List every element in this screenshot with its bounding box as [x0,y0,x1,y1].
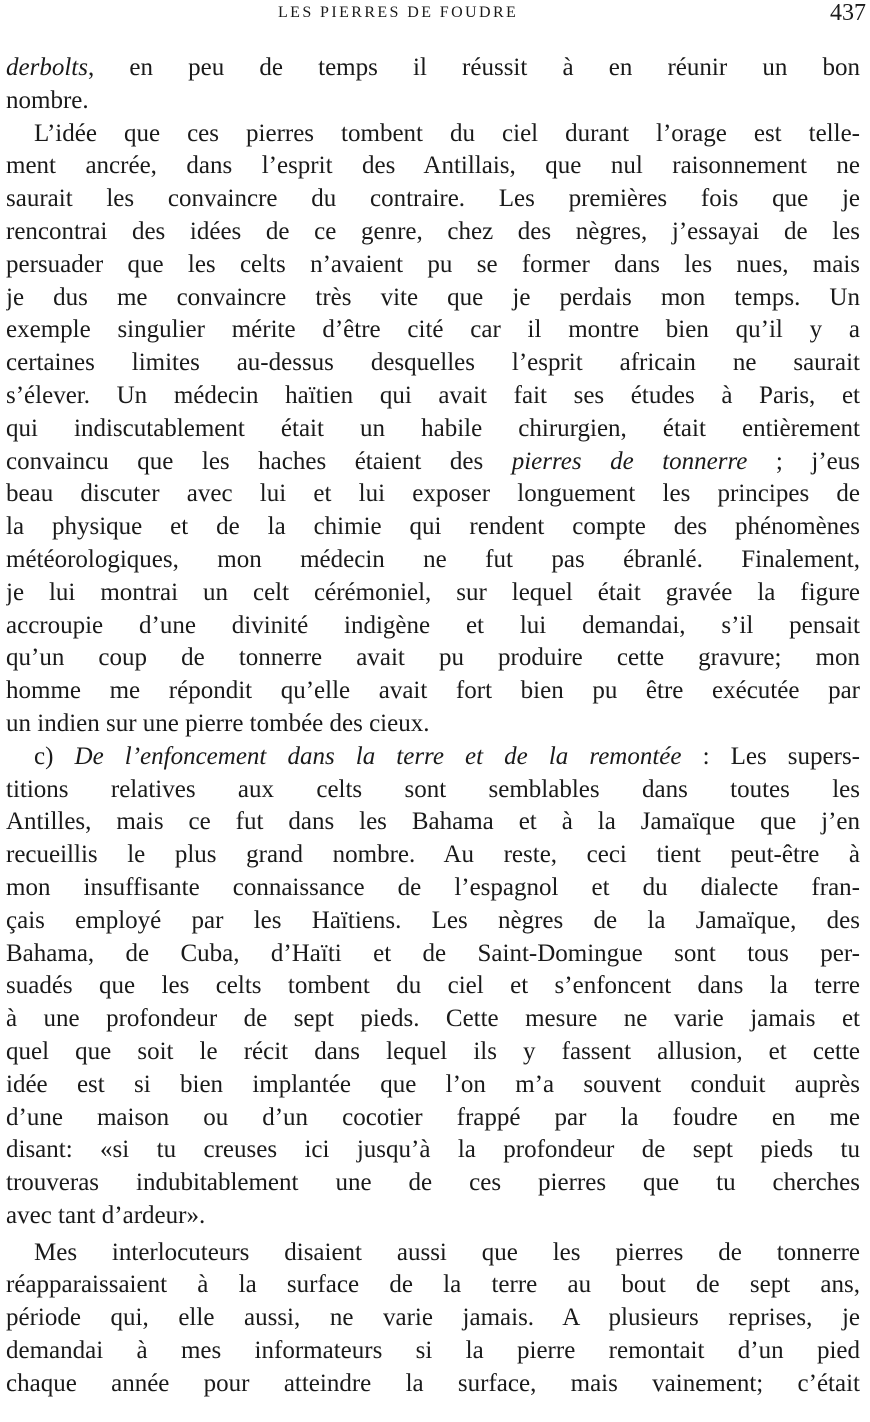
text-line [6,1102,860,1135]
running-title: LES PIERRES DE FOUDRE [278,4,519,21]
text-line [6,905,860,938]
text-line [6,380,860,413]
text-line [6,216,860,249]
text-line [6,675,860,708]
line-text: Bahama, de Cuba, d’Haïti et de Saint-Domingue sont tous per- [6,939,860,967]
line-text: période qui, elle aussi, ne varie jamais. A plusieurs reprises, je [6,1304,860,1332]
line-text: mon insuffisante connaissance de l’espagnol et du dialecte fran- [6,873,860,901]
text-line [6,806,860,839]
line-text: suadés que les celts tombent du ciel et s’enfoncent dans la terre [6,972,860,1000]
text-line [6,282,860,315]
line-text: , en peu de temps il réussit à en réunir un bon [87,54,860,81]
text-line [6,970,860,1003]
line-text: persuader que les celts n’avaient pu se former dans les nues, mais [6,250,860,278]
text-line [6,446,860,479]
line-text: s’élever. Un médecin haïtien qui avait fait ses études à Paris, et [6,381,860,409]
page-number: 437 [830,0,866,26]
line-text: qui indiscutablement était un habile chirurgien, était entièrement [6,414,860,442]
line-text: homme me répondit qu’elle avait fort bien pu être exécutée par [6,677,860,705]
line-text: qu’un coup de tonnerre avait pu produire cette gravure; mon [6,644,860,672]
line-text: : Les supers- [681,742,860,770]
italic-text: De l’enfoncement dans la terre et de la remontée [74,742,682,770]
line-text: quel que soit le récit dans lequel ils y fassent allusion, et cette [6,1037,860,1065]
text-line [6,1269,860,1302]
line-text: exemple singulier mérite d’être cité car il montre bien qu’il y a [6,316,860,344]
line-text: accroupie d’une divinité indigène et lui demandai, s’il pensait [6,611,860,639]
line-text: L’idée que ces pierres tombent du ciel durant l’orage est telle- [34,119,860,147]
text-line [6,544,860,577]
text-line [6,642,860,675]
text-line [6,314,860,347]
line-text: idée est si bien implantée que l’on m’a souvent conduit auprès [6,1070,860,1098]
line-text: Mes interlocuteurs disaient aussi que les pierres de tonnerre [34,1238,860,1266]
line-text: je lui montrai un celt cérémoniel, sur lequel était gravée la figure [6,578,860,606]
text-line [6,1237,860,1270]
line-text: un indien sur une pierre tombée des cieux. [6,709,430,737]
text-line [6,872,860,905]
text-line [6,1036,860,1069]
body-text [6,52,860,1401]
line-text: saurait les convaincre du contraire. Les premières fois que je [6,185,860,213]
text-line [6,774,860,807]
text-line [6,511,860,544]
line-text: chaque année pour atteindre la surface, mais vainement; c’était [6,1369,860,1397]
line-text: ; j’eus [747,447,860,475]
text-line [6,1335,860,1368]
line-text: rencontrai des idées de ce genre, chez des nègres, j’essayai de les [6,217,860,245]
line-text: disant: «si tu creuses ici jusqu’à la profondeur de sept pieds tu [6,1136,860,1164]
line-text: certaines limites au-dessus desquelles l’esprit africain ne saurait [6,349,860,377]
text-line [6,938,860,971]
line-text: à une profondeur de sept pieds. Cette mesure ne varie jamais et [6,1005,860,1033]
line-text: la physique et de la chimie qui rendent compte des phénomènes [6,513,860,541]
line-text: c) [34,742,75,770]
line-text: titions relatives aux celts sont semblables dans toutes les [6,775,860,803]
line-text: avec tant d’ardeur». [6,1201,206,1229]
text-line [6,1003,860,1036]
text-line [6,183,860,216]
text-line [6,85,860,118]
line-text: demandai à mes informateurs si la pierre remontait d’un pied [6,1337,860,1365]
text-lines [6,52,860,1401]
running-head [0,0,870,28]
line-text: convaincu que les haches étaient des [6,447,512,475]
line-text: réapparaissaient à la surface de la terre au bout de sept ans, [6,1271,860,1299]
text-line [6,249,860,282]
italic-text: derbolts [6,54,88,81]
text-line [6,478,860,511]
line-text: Antilles, mais ce fut dans les Bahama et à la Jamaïque que j’en [6,808,860,836]
text-line [6,52,860,85]
line-text: recueillis le plus grand nombre. Au reste, ceci tient peut-être à [6,841,860,869]
line-text: ment ancrée, dans l’esprit des Antillais, que nul raisonnement ne [6,152,860,180]
text-line [6,1167,860,1200]
text-line [6,741,860,774]
line-text: trouveras indubitablement une de ces pierres que tu cherches [6,1169,860,1197]
text-line [6,1134,860,1167]
line-text: d’une maison ou d’un cocotier frappé par la foudre en me [6,1103,860,1131]
text-line [6,413,860,446]
text-line [6,839,860,872]
text-line [6,1069,860,1102]
text-line [6,708,860,741]
text-line [6,150,860,183]
line-text: çais employé par les Haïtiens. Les nègres de la Jamaïque, des [6,906,860,934]
line-text: je dus me convaincre très vite que je perdais mon temps. Un [6,283,860,311]
text-line [6,1302,860,1335]
text-line [6,1368,860,1401]
text-line [6,347,860,380]
italic-text: pierres de tonnerre [511,447,748,475]
text-line [6,118,860,151]
text-line [6,610,860,643]
text-line [6,1200,860,1233]
line-text: nombre. [6,86,89,114]
line-text: météorologiques, mon médecin ne fut pas ébranlé. Finalement, [6,545,860,573]
line-text: beau discuter avec lui et lui exposer longuement les principes de [6,480,860,508]
text-line [6,577,860,610]
